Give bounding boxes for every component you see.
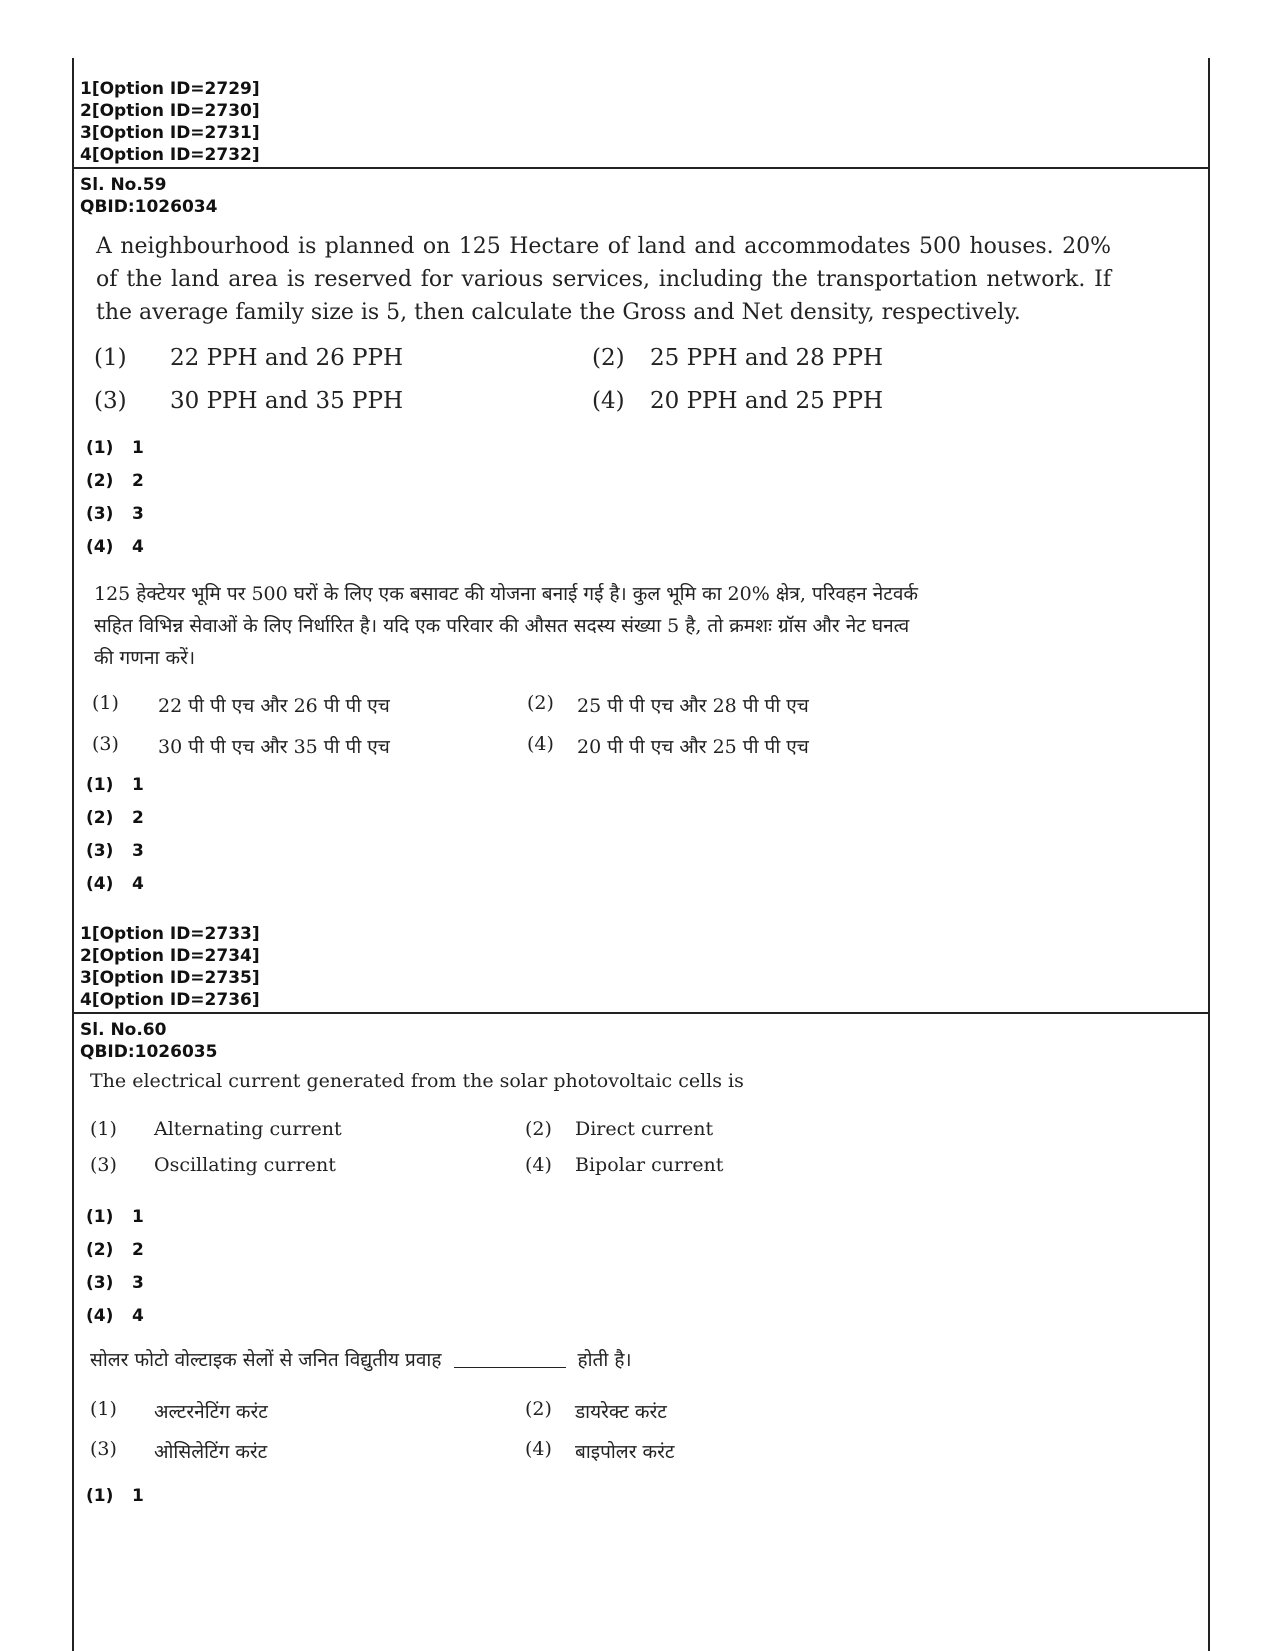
serial-number: Sl. No.59 (80, 175, 167, 195)
answer-number: (1) (86, 438, 114, 458)
option-id-line: 2[Option ID=2734] (80, 946, 260, 966)
answer-value: 1 (132, 1207, 144, 1227)
answer-value: 2 (132, 471, 144, 491)
hindi-line: 125 हेक्टेयर भूमि पर 500 घरों के लिए एक बसावट की योजना बनाई गई है। कुल भूमि का 20% क्षेत्र, परिवहन नेटवर्क (94, 583, 918, 605)
answer-number: (2) (86, 471, 114, 491)
answer-choice[interactable] (86, 841, 144, 861)
option-number: (1) (92, 692, 119, 714)
qbid: QBID:1026034 (80, 197, 218, 217)
answer-number: (4) (86, 1306, 114, 1326)
option-id-line: 1[Option ID=2729] (80, 79, 260, 99)
answer-number: (1) (86, 1207, 114, 1227)
option-number: (1) (94, 345, 127, 371)
answer-number: (2) (86, 808, 114, 828)
answer-number: (3) (86, 841, 114, 861)
hindi-text-part: होती है। (577, 1349, 632, 1371)
answer-value: 1 (132, 438, 144, 458)
answer-number: (1) (86, 775, 114, 795)
answer-choice[interactable] (86, 1240, 144, 1260)
option-number: (3) (92, 733, 119, 755)
option-text: Bipolar current (575, 1154, 724, 1176)
answer-choice[interactable] (86, 775, 144, 795)
answer-choice[interactable] (86, 471, 144, 491)
answer-number: (3) (86, 504, 114, 524)
option-number: (4) (592, 388, 625, 414)
answer-number: (4) (86, 874, 114, 894)
option-id-line: 1[Option ID=2733] (80, 924, 260, 944)
option-text: 20 पी पी एच और 25 पी पी एच (577, 736, 809, 758)
answer-number: (2) (86, 1240, 114, 1260)
fill-in-blank (454, 1367, 566, 1368)
answer-choice[interactable] (86, 504, 144, 524)
option-id-line: 2[Option ID=2730] (80, 101, 260, 121)
option-text: Direct current (575, 1118, 714, 1140)
qbid: QBID:1026035 (80, 1042, 218, 1062)
option-number: (4) (525, 1154, 552, 1176)
option-text: अल्टरनेटिंग करंट (154, 1401, 268, 1423)
answer-value: 1 (132, 775, 144, 795)
hindi-line: सहित विभिन्न सेवाओं के लिए निर्धारित है। यदि एक परिवार की औसत सदस्य संख्या 5 है, तो क्रमशः ग्रॉस और नेट घनत्व (94, 615, 910, 637)
option-text: 22 PPH and 26 PPH (170, 345, 404, 371)
answer-value: 4 (132, 537, 144, 557)
option-text: ओसिलेटिंग करंट (154, 1441, 268, 1463)
option-id-line: 4[Option ID=2736] (80, 990, 260, 1010)
option-text: 25 पी पी एच और 28 पी पी एच (577, 695, 809, 717)
prev-option-ids (80, 78, 260, 166)
answer-choice[interactable] (86, 438, 144, 458)
answer-value: 3 (132, 841, 144, 861)
answer-choice[interactable] (86, 1207, 144, 1227)
option-number: (1) (90, 1118, 117, 1140)
option-text: 30 पी पी एच और 35 पी पी एच (158, 736, 390, 758)
option-number: (4) (525, 1438, 552, 1460)
hindi-text-part: सोलर फोटो वोल्टाइक सेलों से जनित विद्युतीय प्रवाह (90, 1349, 442, 1371)
option-text: बाइपोलर करंट (575, 1441, 675, 1463)
option-number: (2) (525, 1118, 552, 1140)
question-text-en: The electrical current generated from the solar photovoltaic cells is (90, 1070, 744, 1092)
option-number: (3) (94, 388, 127, 414)
option-number: (2) (527, 692, 554, 714)
question-text-hi (90, 1346, 632, 1372)
option-text: Oscillating current (154, 1154, 336, 1176)
hindi-line: की गणना करें। (94, 647, 196, 669)
option-number: (3) (90, 1154, 117, 1176)
option-number: (3) (90, 1438, 117, 1460)
answer-value: 3 (132, 504, 144, 524)
question-text-hi (94, 578, 918, 674)
answer-choice[interactable] (86, 537, 144, 557)
option-number: (1) (90, 1398, 117, 1420)
option-ids-59 (80, 923, 260, 1011)
option-text: डायरेक्ट करंट (575, 1401, 667, 1423)
answer-choice[interactable] (86, 1306, 144, 1326)
answer-value: 3 (132, 1273, 144, 1293)
option-text: 20 PPH and 25 PPH (650, 388, 884, 414)
option-number: (2) (592, 345, 625, 371)
answer-number: (1) (86, 1486, 114, 1506)
answer-choice[interactable] (86, 1486, 144, 1506)
answer-choice[interactable] (86, 808, 144, 828)
answer-choice[interactable] (86, 1273, 144, 1293)
option-id-line: 3[Option ID=2735] (80, 968, 260, 988)
divider (72, 1012, 1210, 1014)
answer-number: (3) (86, 1273, 114, 1293)
question-text-en: A neighbourhood is planned on 125 Hectare of land and accommodates 500 houses. 20% of the land area is reserved for various services, including the transportation network. If the average family size is 5, then calculate the Gross and Net density, respectively. (96, 234, 1111, 325)
option-number: (2) (525, 1398, 552, 1420)
option-id-line: 4[Option ID=2732] (80, 145, 260, 165)
answer-number: (4) (86, 537, 114, 557)
option-id-line: 3[Option ID=2731] (80, 123, 260, 143)
question-header-60 (80, 1019, 217, 1063)
answer-value: 2 (132, 1240, 144, 1260)
answer-value: 4 (132, 874, 144, 894)
option-text: 30 PPH and 35 PPH (170, 388, 404, 414)
answer-value: 4 (132, 1306, 144, 1326)
answer-choice[interactable] (86, 874, 144, 894)
option-number: (4) (527, 733, 554, 755)
answer-value: 1 (132, 1486, 144, 1506)
option-text: 25 PPH and 28 PPH (650, 345, 884, 371)
divider (72, 167, 1210, 169)
serial-number: Sl. No.60 (80, 1020, 167, 1040)
question-header-59 (80, 174, 217, 218)
option-text: 22 पी पी एच और 26 पी पी एच (158, 695, 390, 717)
option-text: Alternating current (154, 1118, 342, 1140)
answer-value: 2 (132, 808, 144, 828)
